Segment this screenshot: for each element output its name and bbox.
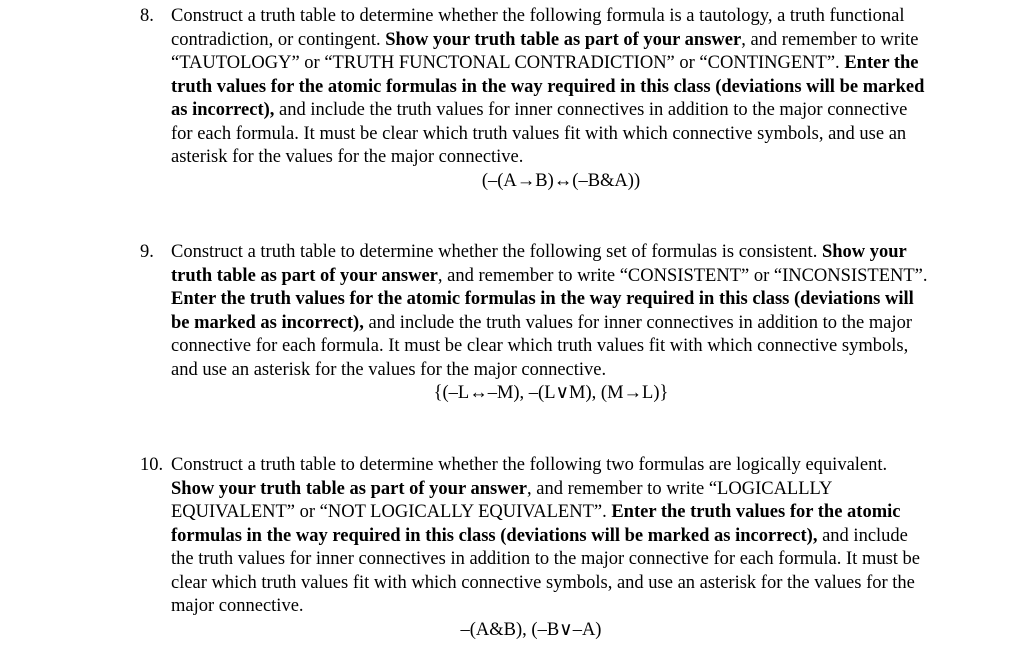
question-10 <box>140 454 930 642</box>
question-text-part: , and remember to write “CONSISTENT” or “INCONSISTENT”. <box>437 265 928 286</box>
question-number: 10. <box>140 455 164 475</box>
question-text-part: and include the truth values for inner connectives in addition to the major connective for each formula. It must be clear which truth values fit with which connective symbols, and use an asterisk for the values for the major connective. <box>171 525 921 616</box>
question-text-part: Construct a truth table to determine whether the following set of formulas is consistent. <box>171 242 822 262</box>
instruction-bold: Show your truth table as part of your answer <box>385 29 742 50</box>
instruction-bold: Enter the truth values for the atomic formulas in the way required in this class (deviations will be marked as incorrect), <box>171 53 925 120</box>
question-text-part: Construct a truth table to determine whether the following formula is a tautology, a truth functional contradiction, or contingent. <box>171 6 905 50</box>
question-number: 8. <box>140 6 154 26</box>
instruction-bold: Enter the truth values for the atomic formulas in the way required in this class (deviations will be marked as incorrect), <box>171 289 914 333</box>
instruction-bold: Enter the truth values for the atomic formulas in the way required in this class (deviations will be marked as incorrect), <box>171 502 901 546</box>
question-9 <box>140 241 930 406</box>
question-text <box>171 5 931 193</box>
question-number: 9. <box>140 242 154 262</box>
question-text <box>171 241 931 406</box>
question-text-part: and include the truth values for inner connectives in addition to the major connective for each formula. It must be clear which truth values fit with which connective symbols, and use an asterisk for the values for the major connective. <box>171 100 908 167</box>
question-text-part: , and remember to write “TAUTOLOGY” or “TRUTH FUNCTONAL CONTRADICTION” or “CONTINGENT”. <box>171 29 919 73</box>
formula: (–(A→B)↔(–B&A)) <box>481 170 641 191</box>
instruction-bold: Show your truth table as part of your answer <box>171 242 907 286</box>
question-text <box>171 454 931 642</box>
formula: –(A&B), (–B∨–A) <box>460 619 602 640</box>
formula: {(–L↔–M), –(L∨M), (M→L)} <box>433 383 669 403</box>
question-text-part: Construct a truth table to determine whether the following two formulas are logically equivalent. <box>171 455 888 475</box>
question-8 <box>140 5 930 193</box>
question-text-part: , and remember to write “LOGICALLLY EQUIVALENT” or “NOT LOGICALLY EQUIVALENT”. <box>171 478 832 522</box>
question-text-part: and include the truth values for inner connectives in addition to the major connective for each formula. It must be clear which truth values fit with which connective symbols, and use an asterisk for the values for the major connective. <box>171 312 913 380</box>
instruction-bold: Show your truth table as part of your answer <box>171 478 527 499</box>
